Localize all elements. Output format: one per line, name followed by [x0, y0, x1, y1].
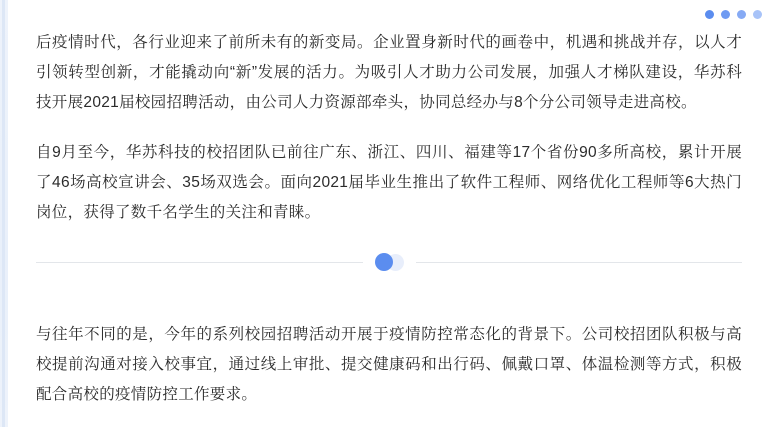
decorative-dot-icon: [737, 10, 746, 19]
decorative-dot-icon: [753, 10, 762, 19]
decorative-dot-icon: [705, 10, 714, 19]
divider-spacing: [36, 300, 742, 320]
left-accent-rail-line: [2, 0, 5, 427]
paragraph: 与往年不同的是，今年的系列校园招聘活动开展于疫情防控常态化的背景下。公司校招团队积极与高校提前沟通对接入校事宜，通过线上审批、提交健康码和出行码、佩戴口罩、体温检测等方式，积极配合高校的疫情防控工作要求。: [36, 326, 742, 403]
section-divider: [36, 242, 742, 282]
decorative-dot-icon: [721, 10, 730, 19]
paragraph: 后疫情时代，各行业迎来了前所未有的新变局。企业置身新时代的画卷中，机遇和挑战并存，以人才引领转型创新，才能撬动向“新”发展的活力。为吸引人才助力公司发展，加强人才梯队建设，华苏科技开展2021届校园招聘活动，由公司人力资源部牵头，协同总经办与8个分公司领导走进高校。: [36, 34, 742, 111]
divider-bubbles: [363, 253, 416, 271]
article-body: [36, 28, 742, 430]
divider-large-dot-icon: [375, 253, 393, 271]
left-accent-rail: [0, 0, 8, 427]
decorative-dot-row: [705, 10, 762, 19]
paragraph: 自9月至今，华苏科技的校招团队已前往广东、浙江、四川、福建等17个省份90多所高校，累计开展了46场高校宣讲会、35场双选会。面向2021届毕业生推出了软件工程师、网络优化工程师等6大热门岗位，获得了数千名学生的关注和青睐。: [36, 144, 742, 221]
